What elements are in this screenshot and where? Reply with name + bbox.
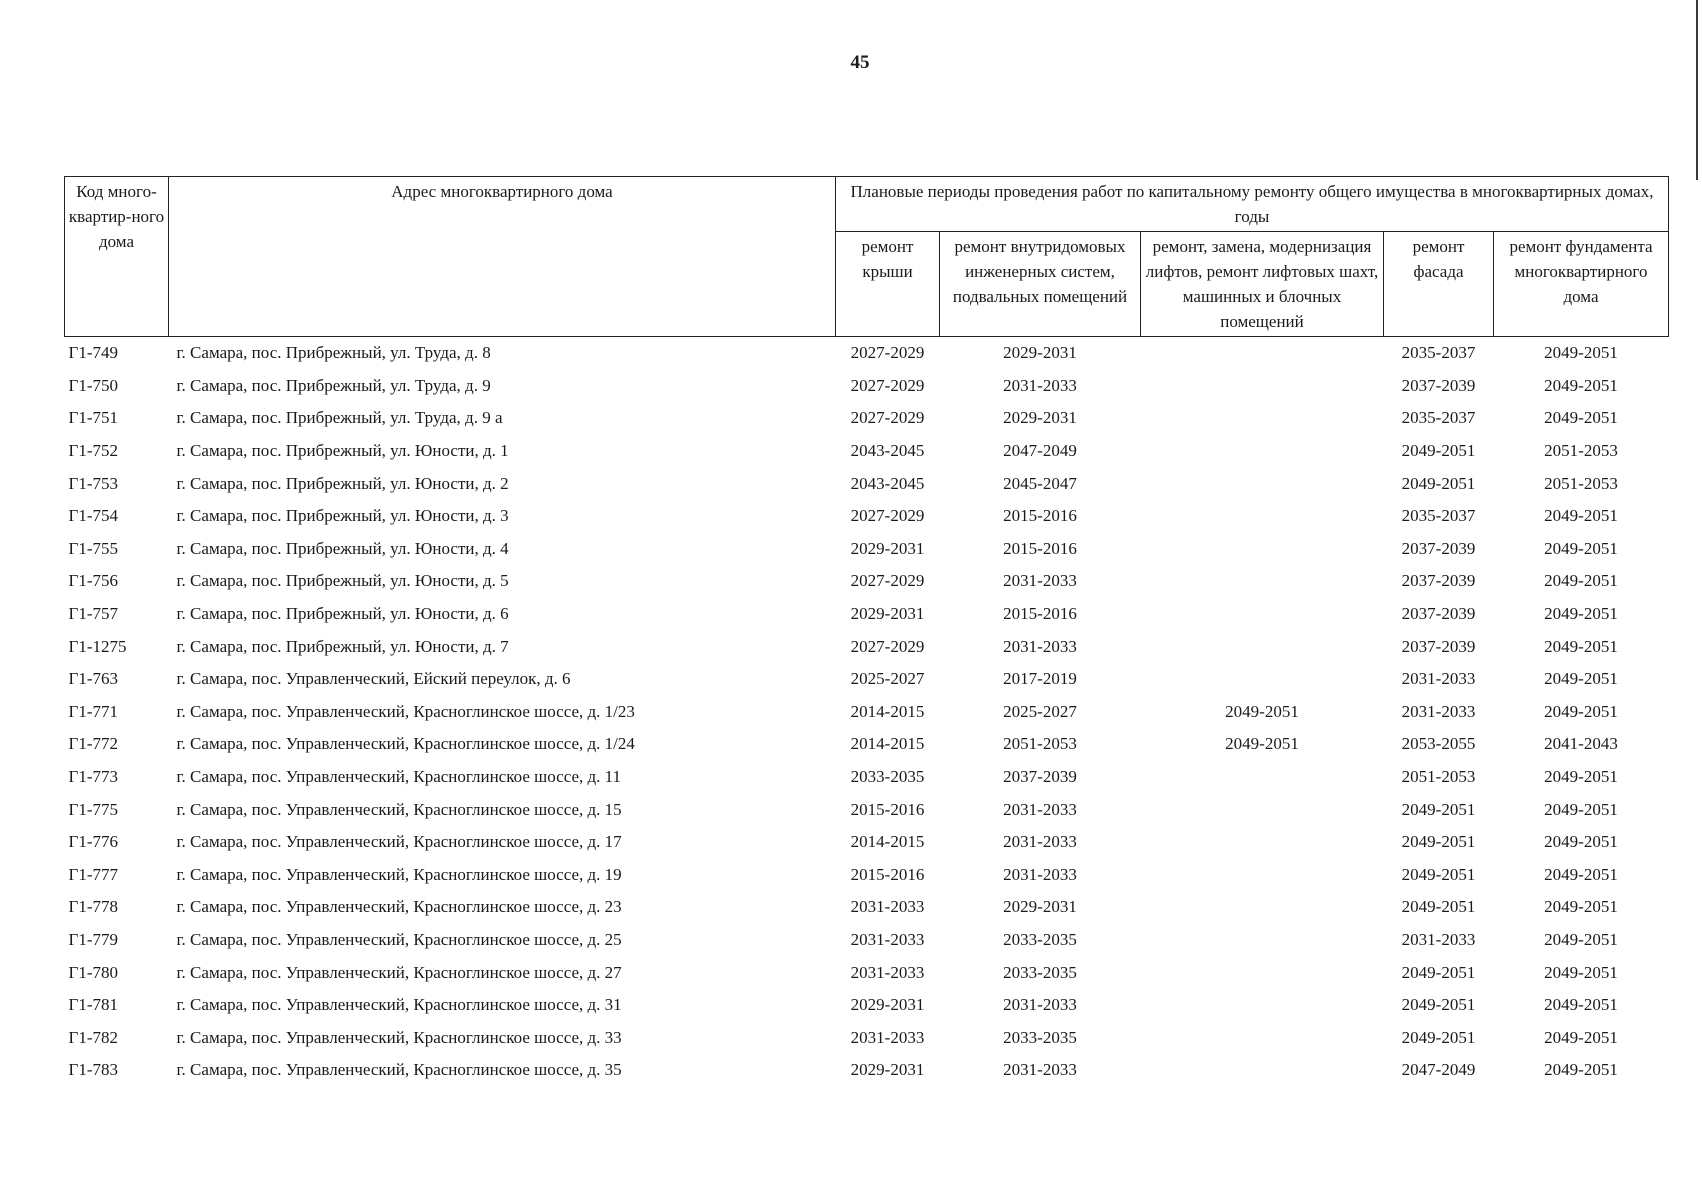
engineering-cell: 2031-2033 [1003, 799, 1077, 819]
code-cell: Г1-754 [68, 506, 118, 526]
elevators-cell [1141, 1054, 1384, 1087]
foundation-cell: 2049-2051 [1544, 799, 1618, 819]
code-cell: Г1-751 [68, 408, 118, 428]
code-cell: Г1-755 [68, 538, 118, 558]
elevators-cell: 2049-2051 [1225, 734, 1299, 754]
code-cell: Г1-782 [68, 1027, 118, 1047]
elevators-cell [1141, 663, 1384, 696]
code-cell: Г1-775 [68, 799, 118, 819]
table-row [65, 337, 1669, 370]
table-row [65, 793, 1669, 826]
address-cell: г. Самара, пос. Управленческий, Красноглинское шоссе, д. 17 [176, 832, 622, 852]
table-row [65, 728, 1669, 761]
elevators-cell [1141, 337, 1384, 370]
header-engineering: ремонт внутридомовых инженерных систем, подвальных помещений [940, 232, 1141, 337]
elevators-cell [1141, 630, 1384, 663]
table-row [65, 663, 1669, 696]
table-row [65, 565, 1669, 598]
code-cell: Г1-1275 [68, 636, 127, 656]
table-header [65, 177, 1669, 337]
roof-cell: 2031-2033 [850, 1027, 925, 1047]
elevators-cell: 2049-2051 [1225, 701, 1299, 721]
code-cell: Г1-777 [68, 864, 118, 884]
engineering-cell: 2047-2049 [1003, 441, 1077, 461]
elevators-cell [1141, 859, 1384, 892]
table-row [65, 598, 1669, 631]
facade-cell: 2049-2051 [1401, 799, 1476, 819]
foundation-cell: 2049-2051 [1544, 1060, 1618, 1080]
address-cell: г. Самара, пос. Управленческий, Красноглинское шоссе, д. 27 [176, 962, 622, 982]
header-roof: ремонт крыши [836, 232, 940, 337]
engineering-cell: 2015-2016 [1003, 538, 1077, 558]
roof-cell: 2027-2029 [850, 636, 925, 656]
foundation-cell: 2049-2051 [1544, 995, 1618, 1015]
foundation-cell: 2049-2051 [1544, 669, 1618, 689]
address-cell: г. Самара, пос. Управленческий, Красноглинское шоссе, д. 31 [176, 995, 622, 1015]
elevators-cell [1141, 989, 1384, 1022]
foundation-cell: 2049-2051 [1544, 571, 1618, 591]
elevators-cell [1141, 565, 1384, 598]
roof-cell: 2027-2029 [850, 343, 925, 363]
table-row [65, 696, 1669, 729]
engineering-cell: 2015-2016 [1003, 604, 1077, 624]
foundation-cell: 2049-2051 [1544, 538, 1618, 558]
roof-cell: 2031-2033 [850, 962, 925, 982]
foundation-cell: 2049-2051 [1544, 636, 1618, 656]
engineering-cell: 2033-2035 [1003, 1027, 1077, 1047]
address-cell: г. Самара, пос. Прибрежный, ул. Юности, д. 2 [176, 473, 509, 493]
table-row [65, 370, 1669, 403]
elevators-cell [1141, 956, 1384, 989]
engineering-cell: 2031-2033 [1003, 995, 1077, 1015]
facade-cell: 2031-2033 [1401, 701, 1476, 721]
elevators-cell [1141, 924, 1384, 957]
engineering-cell: 2017-2019 [1003, 669, 1077, 689]
code-cell: Г1-772 [68, 734, 118, 754]
facade-cell: 2049-2051 [1401, 962, 1476, 982]
code-cell: Г1-752 [68, 441, 118, 461]
facade-cell: 2035-2037 [1401, 506, 1476, 526]
table-row [65, 826, 1669, 859]
roof-cell: 2029-2031 [850, 1060, 925, 1080]
table-row [65, 402, 1669, 435]
elevators-cell [1141, 761, 1384, 794]
code-cell: Г1-750 [68, 375, 118, 395]
elevators-cell [1141, 500, 1384, 533]
foundation-cell: 2049-2051 [1544, 343, 1618, 363]
foundation-cell: 2049-2051 [1544, 767, 1618, 787]
facade-cell: 2037-2039 [1401, 636, 1476, 656]
elevators-cell [1141, 402, 1384, 435]
facade-cell: 2051-2053 [1401, 767, 1476, 787]
header-facade: ремонт фасада [1384, 232, 1494, 337]
table-row [65, 956, 1669, 989]
table-row [65, 891, 1669, 924]
engineering-cell: 2025-2027 [1003, 701, 1077, 721]
table-body [65, 337, 1669, 1087]
table-row [65, 989, 1669, 1022]
address-cell: г. Самара, пос. Управленческий, Красноглинское шоссе, д. 23 [176, 897, 622, 917]
foundation-cell: 2049-2051 [1544, 1027, 1618, 1047]
elevators-cell [1141, 826, 1384, 859]
engineering-cell: 2031-2033 [1003, 1060, 1077, 1080]
elevators-cell [1141, 891, 1384, 924]
foundation-cell: 2049-2051 [1544, 506, 1618, 526]
roof-cell: 2043-2045 [850, 441, 925, 461]
facade-cell: 2031-2033 [1401, 929, 1476, 949]
engineering-cell: 2029-2031 [1003, 408, 1077, 428]
roof-cell: 2029-2031 [850, 995, 925, 1015]
elevators-cell [1141, 1021, 1384, 1054]
address-cell: г. Самара, пос. Управленческий, Красноглинское шоссе, д. 33 [176, 1027, 622, 1047]
engineering-cell: 2029-2031 [1003, 343, 1077, 363]
address-cell: г. Самара, пос. Управленческий, Красноглинское шоссе, д. 19 [176, 864, 622, 884]
code-cell: Г1-749 [68, 343, 118, 363]
facade-cell: 2049-2051 [1401, 897, 1476, 917]
table-row [65, 859, 1669, 892]
address-cell: г. Самара, пос. Управленческий, Красноглинское шоссе, д. 1/24 [176, 734, 635, 754]
table-row [65, 467, 1669, 500]
foundation-cell: 2051-2053 [1544, 441, 1618, 461]
address-cell: г. Самара, пос. Прибрежный, ул. Юности, д. 4 [176, 538, 509, 558]
foundation-cell: 2049-2051 [1544, 832, 1618, 852]
code-cell: Г1-771 [68, 701, 118, 721]
roof-cell: 2027-2029 [850, 506, 925, 526]
header-group: Плановые периоды проведения работ по капитальному ремонту общего имущества в многоквартирных домах, годы [836, 177, 1669, 232]
header-foundation: ремонт фундамента многоквартирного дома [1494, 232, 1669, 337]
roof-cell: 2029-2031 [850, 538, 925, 558]
address-cell: г. Самара, пос. Управленческий, Красноглинское шоссе, д. 25 [176, 929, 622, 949]
foundation-cell: 2049-2051 [1544, 929, 1618, 949]
foundation-cell: 2051-2053 [1544, 473, 1618, 493]
facade-cell: 2049-2051 [1401, 864, 1476, 884]
table-row [65, 630, 1669, 663]
table-row [65, 533, 1669, 566]
foundation-cell: 2049-2051 [1544, 701, 1618, 721]
code-cell: Г1-756 [68, 571, 118, 591]
code-cell: Г1-757 [68, 604, 118, 624]
address-cell: г. Самара, пос. Прибрежный, ул. Юности, д. 1 [176, 441, 509, 461]
roof-cell: 2031-2033 [850, 897, 925, 917]
foundation-cell: 2049-2051 [1544, 962, 1618, 982]
code-cell: Г1-763 [68, 669, 118, 689]
scan-edge-line [1696, 0, 1698, 180]
facade-cell: 2035-2037 [1401, 408, 1476, 428]
address-cell: г. Самара, пос. Управленческий, Красноглинское шоссе, д. 11 [176, 767, 622, 787]
address-cell: г. Самара, пос. Управленческий, Красноглинское шоссе, д. 15 [176, 799, 622, 819]
address-cell: г. Самара, пос. Управленческий, Красноглинское шоссе, д. 35 [176, 1060, 622, 1080]
facade-cell: 2037-2039 [1401, 571, 1476, 591]
roof-cell: 2027-2029 [850, 571, 925, 591]
roof-cell: 2031-2033 [850, 929, 925, 949]
roof-cell: 2029-2031 [850, 604, 925, 624]
engineering-cell: 2031-2033 [1003, 636, 1077, 656]
elevators-cell [1141, 467, 1384, 500]
foundation-cell: 2041-2043 [1544, 734, 1618, 754]
code-cell: Г1-753 [68, 473, 118, 493]
engineering-cell: 2031-2033 [1003, 571, 1077, 591]
foundation-cell: 2049-2051 [1544, 897, 1618, 917]
foundation-cell: 2049-2051 [1544, 864, 1618, 884]
repair-schedule-table [64, 176, 1669, 1087]
roof-cell: 2043-2045 [850, 473, 925, 493]
address-cell: г. Самара, пос. Управленческий, Ейский переулок, д. 6 [176, 669, 571, 689]
code-cell: Г1-780 [68, 962, 118, 982]
foundation-cell: 2049-2051 [1544, 604, 1618, 624]
elevators-cell [1141, 533, 1384, 566]
engineering-cell: 2029-2031 [1003, 897, 1077, 917]
engineering-cell: 2033-2035 [1003, 929, 1077, 949]
elevators-cell [1141, 435, 1384, 468]
page-number: 45 [850, 52, 870, 73]
engineering-cell: 2033-2035 [1003, 962, 1077, 982]
roof-cell: 2015-2016 [850, 864, 925, 884]
code-cell: Г1-778 [68, 897, 118, 917]
table-row [65, 500, 1669, 533]
code-cell: Г1-776 [68, 832, 118, 852]
roof-cell: 2014-2015 [850, 701, 925, 721]
facade-cell: 2049-2051 [1401, 473, 1476, 493]
address-cell: г. Самара, пос. Прибрежный, ул. Юности, д. 7 [176, 636, 509, 656]
address-cell: г. Самара, пос. Прибрежный, ул. Труда, д. 9 [176, 375, 491, 395]
facade-cell: 2053-2055 [1401, 734, 1476, 754]
engineering-cell: 2051-2053 [1003, 734, 1077, 754]
foundation-cell: 2049-2051 [1544, 375, 1618, 395]
engineering-cell: 2045-2047 [1003, 473, 1077, 493]
engineering-cell: 2031-2033 [1003, 864, 1077, 884]
elevators-cell [1141, 793, 1384, 826]
address-cell: г. Самара, пос. Прибрежный, ул. Юности, д. 3 [176, 506, 509, 526]
address-cell: г. Самара, пос. Прибрежный, ул. Юности, д. 6 [176, 604, 509, 624]
address-cell: г. Самара, пос. Прибрежный, ул. Труда, д. 9 а [176, 408, 503, 428]
table-row [65, 761, 1669, 794]
facade-cell: 2037-2039 [1401, 538, 1476, 558]
facade-cell: 2049-2051 [1401, 832, 1476, 852]
facade-cell: 2047-2049 [1401, 1060, 1476, 1080]
roof-cell: 2025-2027 [850, 669, 925, 689]
code-cell: Г1-781 [68, 995, 118, 1015]
roof-cell: 2014-2015 [850, 734, 925, 754]
roof-cell: 2027-2029 [850, 375, 925, 395]
header-address: Адрес многоквартирного дома [169, 177, 836, 337]
facade-cell: 2035-2037 [1401, 343, 1476, 363]
facade-cell: 2031-2033 [1401, 669, 1476, 689]
engineering-cell: 2031-2033 [1003, 832, 1077, 852]
header-elevators: ремонт, замена, модернизация лифтов, ремонт лифтовых шахт, машинных и блочных помещений [1141, 232, 1384, 337]
roof-cell: 2027-2029 [850, 408, 925, 428]
roof-cell: 2014-2015 [850, 832, 925, 852]
engineering-cell: 2037-2039 [1003, 767, 1077, 787]
code-cell: Г1-779 [68, 929, 118, 949]
facade-cell: 2037-2039 [1401, 604, 1476, 624]
address-cell: г. Самара, пос. Прибрежный, ул. Юности, д. 5 [176, 571, 509, 591]
roof-cell: 2015-2016 [850, 799, 925, 819]
foundation-cell: 2049-2051 [1544, 408, 1618, 428]
facade-cell: 2049-2051 [1401, 995, 1476, 1015]
facade-cell: 2049-2051 [1401, 1027, 1476, 1047]
table-row [65, 1021, 1669, 1054]
code-cell: Г1-773 [68, 767, 118, 787]
facade-cell: 2037-2039 [1401, 375, 1476, 395]
engineering-cell: 2015-2016 [1003, 506, 1077, 526]
engineering-cell: 2031-2033 [1003, 375, 1077, 395]
address-cell: г. Самара, пос. Прибрежный, ул. Труда, д. 8 [176, 343, 491, 363]
header-code: Код много-квартир-ного дома [65, 177, 169, 337]
table-row [65, 924, 1669, 957]
elevators-cell [1141, 598, 1384, 631]
table-row [65, 435, 1669, 468]
facade-cell: 2049-2051 [1401, 441, 1476, 461]
elevators-cell [1141, 370, 1384, 403]
roof-cell: 2033-2035 [850, 767, 925, 787]
table-row [65, 1054, 1669, 1087]
address-cell: г. Самара, пос. Управленческий, Красноглинское шоссе, д. 1/23 [176, 701, 635, 721]
code-cell: Г1-783 [68, 1060, 118, 1080]
